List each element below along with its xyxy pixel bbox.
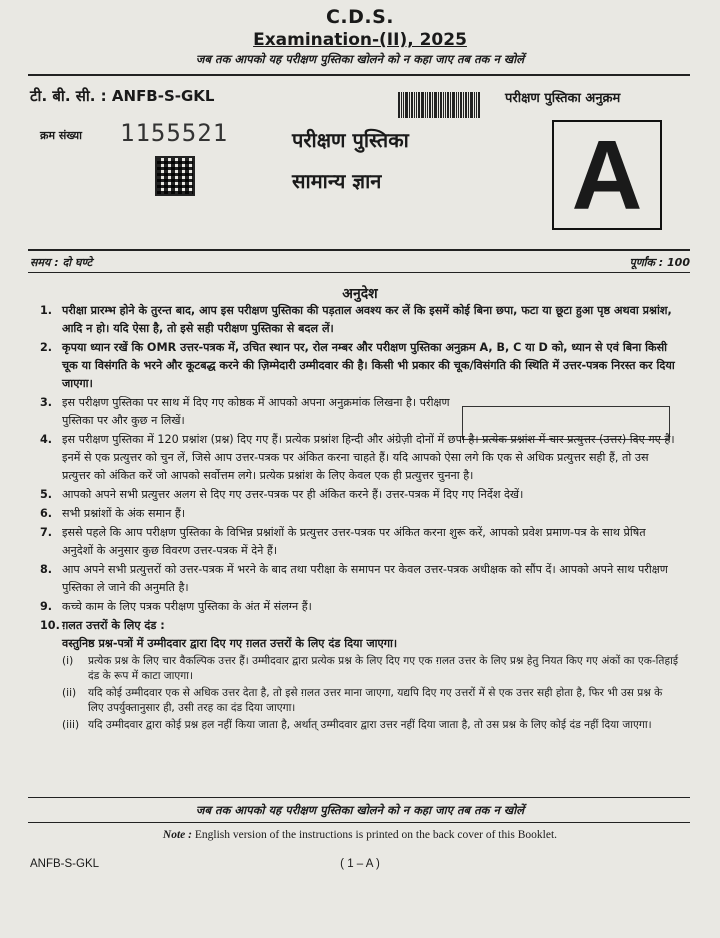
serial-label: क्रम संख्या <box>40 129 82 142</box>
barcode-bar <box>411 92 413 118</box>
note-label: Note : <box>162 829 192 841</box>
page-number: ( 1 – A ) <box>340 858 380 870</box>
series-letter: A <box>571 120 643 230</box>
barcode-bar <box>401 92 402 118</box>
penalty-sub-item: (i) प्रत्येक प्रश्न के लिए चार वैकल्पिक उत्तर हैं। उम्मीदवार द्वारा प्रत्येक प्रश्न के लिए दिए गए एक ग़लत उत्तर के लिए प्रश्न हेतु नियत किए गए अंकों का एक-तिहाई दंड के रूप में काटा जाएगा। <box>62 655 679 682</box>
barcode-bar <box>425 92 426 118</box>
barcode-bar <box>474 92 475 118</box>
barcode-bar <box>403 92 404 118</box>
barcode-bar <box>456 92 457 118</box>
maximum-marks: पूर्णांक : 100 <box>629 256 690 269</box>
barcode-bar <box>468 92 469 118</box>
note-text: English version of the instructions is printed on the back cover of this Booklet. <box>194 829 558 841</box>
barcode-bar <box>445 92 446 118</box>
series-box <box>552 120 662 230</box>
barcode-bar <box>434 92 437 118</box>
penalty-sub-item: (ii) यदि कोई उम्मीदवार एक से अधिक उत्तर देता है, तो इसे ग़लत उत्तर माना जाएगा, यद्यपि दिए गए उत्तरों में से एक उत्तर सही होता है, फिर भी उस प्रश्न के लिए उपर्युक्तानुसार ही, उसी तरह का दंड दिया जाएगा। <box>62 687 663 714</box>
barcode-bar <box>458 92 459 118</box>
barcode-bar <box>447 92 449 118</box>
exam-name: C.D.S. <box>325 6 395 28</box>
barcode-bar <box>398 92 400 118</box>
barcode-bar <box>409 92 410 118</box>
penalty-title: ग़लत उत्तरों के लिए दंड : <box>62 619 165 632</box>
barcode-bar <box>478 92 480 118</box>
barcode-bar <box>476 92 477 118</box>
barcode <box>398 92 498 118</box>
barcode-bar <box>460 92 462 118</box>
top-rule <box>28 74 690 76</box>
top-warning: जब तक आपको यह परीक्षण पुस्तिका खोलने को न कहा जाए तब तक न खोलें <box>195 52 525 66</box>
english-note <box>0 829 720 841</box>
penalty-sub-item: (iii) यदि उम्मीदवार द्वारा कोई प्रश्न हल नहीं किया जाता है, अर्थात् उम्मीदवार द्वारा उत्तर नहीं दिया जाता है, तो उस प्रश्न के लिए कोई दंड नहीं दिया जाएगा। <box>62 719 652 731</box>
barcode-bar <box>463 92 464 118</box>
instruction-item: 7. इससे पहले कि आप परीक्षण पुस्तिका के विभिन्न प्रश्नांशों के प्रत्युत्तर उत्तर-पत्रक पर अंकित करना शुरू करें, आपको प्रवेश प्रमाण-पत्र के साथ प्रेषित अनुदेशों के अनुसार कुछ विवरण उत्तर-पत्रक में देने हैं। <box>40 526 646 557</box>
barcode-bar <box>427 92 428 118</box>
time-rule <box>28 272 690 273</box>
barcode-bar <box>450 92 451 118</box>
instructions-heading: अनुदेश <box>342 286 378 302</box>
instructions-list <box>40 302 680 736</box>
instruction-item: 6. सभी प्रश्नांशों के अंक समान हैं। <box>40 507 186 520</box>
footer-code: ANFB-S-GKL <box>30 858 100 870</box>
barcode-bar <box>470 92 473 118</box>
barcode-bar <box>429 92 431 118</box>
barcode-bar <box>414 92 415 118</box>
instruction-item: 5. आपको अपने सभी प्रत्युत्तर अलग से दिए गए उत्तर-पत्रक पर ही अंकित करने हैं। उत्तर-पत्रक में दिए गए निर्देश देखें। <box>40 488 524 501</box>
instruction-item: 2. कृपया ध्यान रखें कि OMR उत्तर-पत्रक में, उचित स्थान पर, रोल नम्बर और परीक्षण पुस्तिका अनुक्रम A, B, C या D को, ध्यान से एवं बिना किसी चूक या विसंगति के भरने और कूटबद्ध करने की ज़िम्मेदारी उम्मीदवार की है। किसी भी प्रकार की चूक/विसंगति की स्थिति में उत्तर-पत्रक निरस्त कर दिया जाएगा। <box>40 341 675 390</box>
barcode-bar <box>432 92 433 118</box>
subject-title: सामान्य ज्ञान <box>292 169 382 193</box>
penalty-lead: वस्तुनिष्ठ प्रश्न-पत्रों में उम्मीदवार द्वारा दिए गए ग़लत उत्तरों के लिए दंड दिया जाएगा। <box>62 637 398 650</box>
barcode-bar <box>440 92 442 118</box>
qr-code <box>155 156 195 196</box>
exam-session <box>0 30 720 50</box>
barcode-bar <box>438 92 439 118</box>
serial-number: 1155521 <box>120 119 229 147</box>
bottom-rule-top <box>28 797 690 798</box>
barcode-bar <box>405 92 408 118</box>
instruction-item: 1. परीक्षा प्रारम्भ होने के तुरन्त बाद, आप इस परीक्षण पुस्तिका की पड़ताल अवश्य कर लें कि इसमें कोई बिना छपा, फटा या छूटा हुआ पृष्ठ अथवा प्रश्नांश, आदि न हो। यदि ऐसा है, तो इसे सही परीक्षण पुस्तिका से बदल लें। <box>40 304 672 335</box>
instruction-item: 8. आप अपने सभी प्रत्युत्तरों को उत्तर-पत्रक में भरने के बाद तथा परीक्षा के समापन पर केवल उत्तर-पत्रक अधीक्षक को सौंप दें। आपको अपने साथ परीक्षण पुस्तिका ले जाने की अनुमति है। <box>40 563 668 594</box>
barcode-bar <box>465 92 467 118</box>
time-allowed: समय : दो घण्टे <box>30 256 93 269</box>
barcode-bar <box>421 92 424 118</box>
instruction-item: 4. इस परीक्षण पुस्तिका में 120 प्रश्नांश (प्रश्न) दिए गए हैं। प्रत्येक प्रश्नांश हिन्दी और अंग्रेज़ी दोनों में छपा है। प्रत्येक प्रश्नांश में चार प्रत्युत्तर (उत्तर) दिए गए हैं। इनमें से एक प्रत्युत्तर को चुन लें, जिसे आप उत्तर-पत्रक पर अंकित करना चाहते हैं। यदि आपको ऐसा लगे कि एक से अधिक प्रत्युत्तर सही हैं, तो उस प्रत्युत्तर को अंकित करें जो आपको सर्वोत्तम लगे। प्रत्येक प्रश्नांश के लिए केवल एक ही प्रत्युत्तर चुनना है। <box>40 433 675 482</box>
bottom-rule <box>28 822 690 823</box>
barcode-bar <box>443 92 444 118</box>
instruction-item-penalty: 10. ग़लत उत्तरों के लिए दंड : वस्तुनिष्ठ प्रश्न-पत्रों में उम्मीदवार द्वारा दिए गए ग़लत उत्तरों के लिए दंड दिया जाएगा। (i) प्रत्येक प्रश्न के लिए चार वैकल्पिक उत्तर हैं। उम्मीदवार द्वारा प्रत्येक प्रश्न के लिए दिए गए एक ग़लत उत्तर के लिए प्रश्न हेतु नियत किए गए अंकों का एक-तिहाई दंड के रूप में काटा जाएगा। (ii) यदि कोई उम्मीदवार एक से अधिक उत्तर देता है, तो इसे ग़लत उत्तर माना जाएगा, यद्यपि दिए गए उत्तरों में से एक उत्तर सही होता है, फिर भी उस प्रश्न के लिए उपर्युक्तानुसार ही, उसी तरह का दंड दिया जाएगा। (iii) यदि उम्मीदवार द्वारा कोई प्रश्न हल नहीं किया जाता है, अर्थात् उम्मीदवार द्वारा उत्तर नहीं दिया जाता है, तो उस प्रश्न के लिए कोई दंड नहीं दिया जाएगा। <box>40 619 679 731</box>
instruction-item: 3. इस परीक्षण पुस्तिका पर साथ में दिए गए कोष्ठक में आपको अपना अनुक्रमांक लिखना है। परीक्षण पुस्तिका पर और कुछ न लिखें। <box>40 396 450 427</box>
booklet-title: परीक्षण पुस्तिका <box>292 128 409 152</box>
bottom-warning: जब तक आपको यह परीक्षण पुस्तिका खोलने को न कहा जाए तब तक न खोलें <box>195 803 525 817</box>
barcode-bar <box>452 92 455 118</box>
header-rule <box>28 249 690 251</box>
exam-session-text: Examination-(II), 2025 <box>253 30 467 50</box>
tbc-code: टी. बी. सी. : ANFB-S-GKL <box>30 87 215 105</box>
barcode-bar <box>418 92 420 118</box>
sequence-label: परीक्षण पुस्तिका अनुक्रम <box>505 91 621 106</box>
instruction-item: 9. कच्चे काम के लिए पत्रक परीक्षण पुस्तिका के अंत में संलग्न हैं। <box>40 600 312 613</box>
barcode-bar <box>416 92 417 118</box>
